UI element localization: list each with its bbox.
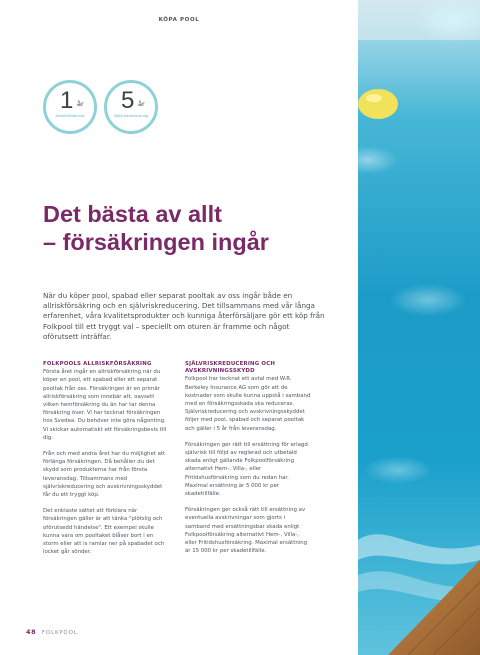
right-paragraph: Försäkringen ger också rätt till ersättning av eventuella avskrivningar som gjorts i samband med ersättningsbar skada enligt Folkpoolförsäkring alternativt Hem-, Villa-, eller Fritidshusförsäkring. Maximal ersättning är 15 000 kr per skadetillfälle. xyxy=(185,507,308,555)
left-paragraph: Första året ingår en allriskförsäkring när du köper en pool, ett spabad eller ett separat pooltak från oss. Försäkringen är en primär allriskförsäkring som innebär att, oavsett vilken hemförsäkring du än har tar denna försäkring över. Vi har tecknat försäkringen hos Svedea. Du behöver inte göra någonting. Vi skickar automatiskt ett försäkringsbevis till dig. xyxy=(43,369,167,441)
headline xyxy=(43,200,343,256)
right-heading-line-2: AVSKRIVNINGSSKYDD xyxy=(185,368,255,375)
badge-1-year xyxy=(43,80,97,134)
badge-caption: Självriskreducering xyxy=(113,114,149,118)
left-paragraph: Det enklaste sättet att förklara när försäkringen gäller är att tänka "plötslig och oförutsedd händelse". Ett exempel skulle kunna vara om pooltaket blåser bort i en storm eller att is ramlar ner på spabadet och locket går sönder. xyxy=(43,508,165,556)
headline-line-1: Det bästa av allt xyxy=(43,201,222,227)
page-footer xyxy=(26,628,78,636)
page-number: 48 xyxy=(26,628,37,636)
badge-number: 1 xyxy=(60,87,74,114)
wooden-deck xyxy=(388,560,480,655)
footer-brand: FOLKPOOL xyxy=(41,630,78,636)
left-column-heading: FOLKPOOLS ALLRISKFÖRSÄKRING xyxy=(43,361,152,367)
badge-number: 5 xyxy=(121,87,135,114)
right-heading-line-1: SJÄLVRISKREDUCERING OCH xyxy=(185,361,276,367)
left-column xyxy=(43,361,169,564)
pool-water-illustration xyxy=(358,0,480,655)
pool-photo xyxy=(358,0,480,655)
badge-unit: år xyxy=(77,100,84,108)
headline-line-2: – försäkringen ingår xyxy=(43,229,269,255)
badge-unit: år xyxy=(138,100,145,108)
intro-paragraph: När du köper pool, spabad eller separat pooltak av oss ingår både en allriskförsäkring och en självriskreducering. Det tillsammans med vår långa erfarenhet, våra kvalitetsprodukter och kunniga återförsäljare gör ett köp från Folkpool till ett tryggt val – speciellt om oturen är framme och något oförutsett inträffar. xyxy=(43,291,325,341)
section-label: KÖPA POOL xyxy=(158,17,200,23)
badge-5-years xyxy=(104,80,158,134)
left-paragraph: Från och med andra året har du möjlighet att förlänga försäkringen. Då behåller du det skydd som produkterna har från första leveransdag. Tillsammans med självriskreducering och avskrivningsskyddet får du ett tryggt köp. xyxy=(43,451,166,499)
right-paragraph: Folkpool har tecknat ett avtal med W.R. Berkeley Insurance AG som gör att de kostnader som skulle kunna uppstå i samband med en försäkringsskada ska reduceras. Självriskreducering och avskrivningsskyddet följer med pool, spabad och separat pooltak och gäller i 5 år från leveransdag. xyxy=(185,376,311,432)
badge-caption: Allriskförsäkring xyxy=(55,114,85,118)
right-paragraph: Försäkringen ger rätt till ersättning för erlagd självrisk till följd av reglerad och utbetald skada enligt gällande Folkpoolförsäkring alternativt Hem-, Villa-, eller Fritidshusförsäkring som du redan har. Maximal ersättning är 5 000 kr per skadetillfälle. xyxy=(185,441,308,498)
yellow-float xyxy=(358,89,398,119)
right-column-heading xyxy=(185,361,311,375)
right-column xyxy=(185,361,311,563)
